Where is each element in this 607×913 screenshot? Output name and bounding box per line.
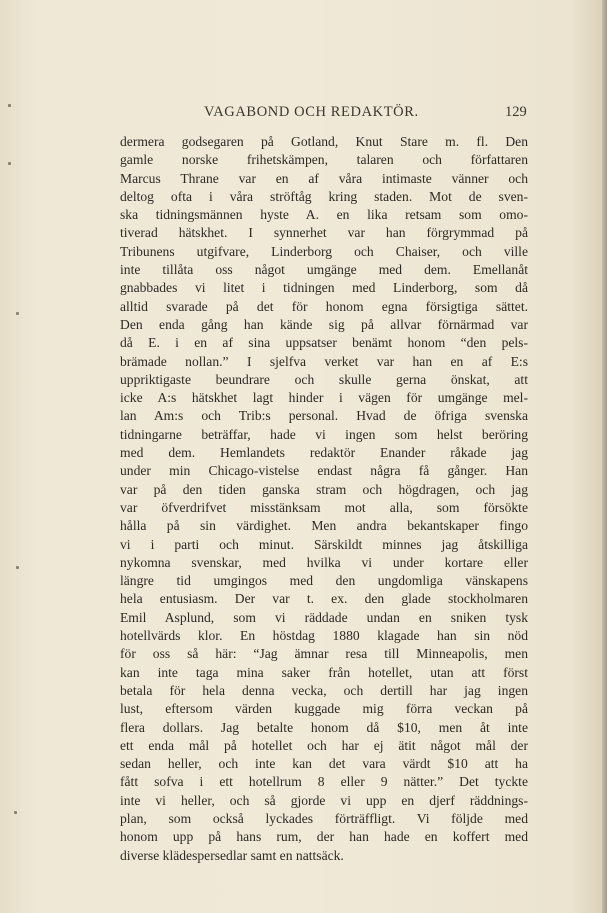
margin-speck	[16, 566, 19, 569]
text-line: tidningarne beträffar, hade vi ingen som helst beröring	[120, 426, 528, 442]
text-line: tiverad hätskhet. I synnerhet var han förgrymmad på	[120, 225, 528, 241]
text-line: sedan heller, och inte kan det vara värdt $10 att ha	[120, 756, 528, 772]
text-line: hotellvärds klor. En höstdag 1880 klagade han sin nöd	[120, 628, 528, 644]
text-line: icke A:s hätskhet lagt hinder i vägen för umgänge mel-	[120, 390, 528, 406]
text-line: alltid svarade på det för honom egna försigtiga sättet.	[120, 298, 528, 314]
text-line: gamle norske frihetskämpen, talaren och författaren	[120, 152, 528, 168]
text-line: inte tillåta oss något umgänge med dem. Emellanåt	[120, 262, 528, 278]
page-edge	[602, 0, 607, 913]
text-line: Den enda gång han kände sig på allvar förnärmad var	[120, 316, 528, 332]
text-line: vi i parti och minut. Särskildt minnes jag åtskilliga	[120, 536, 528, 552]
margin-speck	[14, 811, 17, 814]
text-line: för oss så här: “Jag ämnar resa till Minneapolis, men	[120, 646, 528, 662]
text-line: diverse klädespersedlar samt en nattsäck.	[120, 847, 344, 863]
text-line: kan inte taga mina saker från hotellet, utan att först	[120, 664, 528, 680]
text-line: honom upp på hans rum, der han hade en koffert med	[120, 829, 528, 845]
text-line: under min Chicago-vistelse endast några få gånger. Han	[120, 463, 528, 479]
running-title: VAGABOND OCH REDAKTÖR.	[204, 104, 419, 120]
page-header	[0, 104, 607, 124]
text-line: ska tidningsmännen hyste A. en lika retsam som omo-	[120, 207, 528, 223]
page-number: 129	[505, 104, 527, 120]
text-line: lust, eftersom värden kuggade mig förra veckan på	[120, 701, 528, 717]
text-line: var öfverdrifvet misstänksam mot alla, som försökte	[120, 499, 528, 515]
text-line: deltog ofta i våra ströftåg kring staden. Mot de sven-	[120, 188, 528, 204]
text-line: dermera godsegaren på Gotland, Knut Stare m. fl. Den	[120, 134, 528, 149]
text-line: Marcus Thrane var en af våra intimaste vänner och	[120, 170, 528, 186]
text-line: plan, som också lyckades förträffligt. Vi följde med	[120, 810, 528, 826]
text-line: nykomna svenskar, med hvilka vi under kortare eller	[120, 554, 528, 570]
text-line: med dem. Hemlandets redaktör Enander råkade jag	[120, 445, 528, 461]
text-line: då E. i en af sina uppsatser benämt honom “den pels-	[120, 335, 528, 351]
body-text	[120, 133, 528, 865]
text-line: fått sofva i ett hotellrum 8 eller 9 nätter.” Det tyckte	[120, 774, 528, 790]
text-line: hela entusiasm. Der var t. ex. den glade stockholmaren	[120, 591, 528, 607]
text-line: flera dollars. Jag betalte honom då $10, men åt inte	[120, 719, 528, 735]
text-line: Tribunens utgifvare, Linderborg och Chaiser, och ville	[120, 243, 528, 259]
text-line: gnabbades vi litet i tidningen med Linderborg, som då	[120, 280, 528, 296]
margin-speck	[8, 162, 11, 165]
text-line: ett enda mål på hotellet och har ej ätit något mål der	[120, 737, 528, 753]
text-line: lan Am:s och Trib:s personal. Hvad de öfriga svenska	[120, 408, 528, 424]
text-line: Emil Asplund, som vi räddade undan en sniken tysk	[120, 609, 528, 625]
text-line: betala för hela denna vecka, och dertill har jag ingen	[120, 682, 528, 698]
text-line: hålla på sin värdighet. Men andra bekantskaper fingo	[120, 518, 528, 534]
text-line: brämade nollan.” I sjelfva verket var han en af E:s	[120, 353, 528, 369]
margin-speck	[16, 312, 19, 315]
text-line: var på den tiden ganska stram och högdragen, och jag	[120, 481, 528, 497]
text-line: inte vi heller, och så gjorde vi upp en djerf räddnings-	[120, 792, 528, 808]
text-line: uppriktigaste beundrare och skulle gerna önskat, att	[120, 371, 528, 387]
text-line: längre tid umgingos med den ungdomliga vänskapens	[120, 573, 528, 589]
